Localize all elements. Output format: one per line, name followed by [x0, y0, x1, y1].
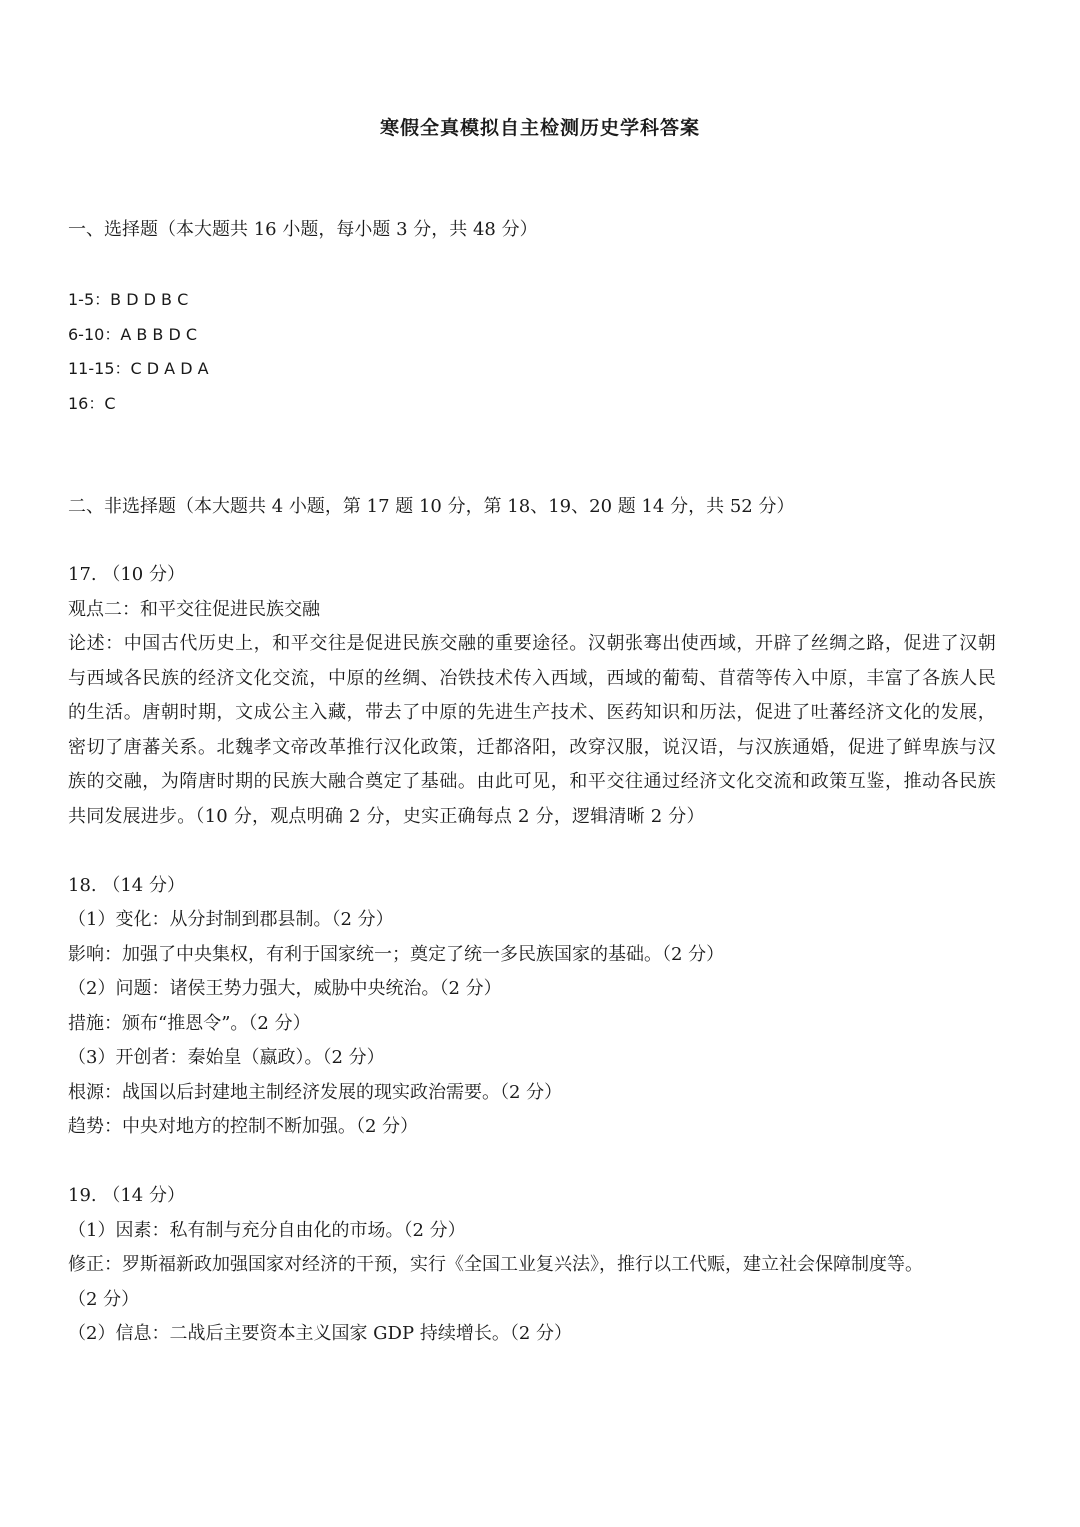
section1-heading: 一、选择题（本大题共 16 小题，每小题 3 分，共 48 分）	[68, 219, 538, 240]
answer-row-1: 1-5：B D D B C	[68, 290, 189, 309]
q18-number: 18. （14 分）	[68, 875, 185, 896]
q18-line-3: （2）问题：诸侯王势力强大，威胁中央统治。（2 分）	[68, 978, 502, 999]
q18-line-2: 影响：加强了中央集权，有利于国家统一；奠定了统一多民族国家的基础。（2 分）	[68, 944, 725, 965]
q19-line-2: 修正：罗斯福新政加强国家对经济的干预，实行《全国工业复兴法》，推行以工代赈，建立社会保障制度等。	[68, 1254, 923, 1275]
answer-row-4: 16：C	[68, 394, 116, 413]
section2-heading: 二、非选择题（本大题共 4 小题，第 17 题 10 分，第 18、19、20 题 14 分，共 52 分）	[68, 496, 795, 517]
q17-essay: 论述：中国古代历史上，和平交往是促进民族交融的重要途径。汉朝张骞出使西域，开辟了丝绸之路，促进了汉朝与西域各民族的经济文化交流，中原的丝绸、冶铁技术传入西域，西域的葡萄、苜蓿等传入中原，丰富了各族人民的生活。唐朝时期，文成公主入藏，带去了中原的先进生产技术、医药知识和历法，促进了吐蕃经济文化的发展，密切了唐蕃关系。北魏孝文帝改革推行汉化政策，迁都洛阳，改穿汉服，说汉语，与汉族通婚，促进了鲜卑族与汉族的交融，为隋唐时期的民族大融合奠定了基础。由此可见，和平交往通过经济文化交流和政策互鉴，推动各民族共同发展进步。（10 分，观点明确 2 分，史实正确每点 2 分，逻辑清晰 2 分）	[68, 633, 996, 827]
q18-line-7: 趋势：中央对地方的控制不断加强。（2 分）	[68, 1116, 419, 1137]
q19-line-3: （2 分）	[68, 1289, 140, 1310]
q19-line-1: （1）因素：私有制与充分自由化的市场。（2 分）	[68, 1220, 466, 1241]
q19-line-4: （2）信息：二战后主要资本主义国家 GDP 持续增长。（2 分）	[68, 1323, 572, 1344]
q17-number: 17. （10 分）	[68, 564, 185, 585]
q18-line-5: （3）开创者：秦始皇（嬴政）。（2 分）	[68, 1047, 385, 1068]
page-title: 寒假全真模拟自主检测历史学科答案	[379, 117, 700, 139]
q18-line-1: （1）变化：从分封制到郡县制。（2 分）	[68, 909, 394, 930]
answer-row-2: 6-10：A B B D C	[68, 325, 198, 344]
answer-row-3: 11-15：C D A D A	[68, 359, 209, 378]
q17-viewpoint: 观点二：和平交往促进民族交融	[68, 599, 320, 620]
q18-line-6: 根源：战国以后封建地主制经济发展的现实政治需要。（2 分）	[68, 1082, 563, 1103]
q19-number: 19. （14 分）	[68, 1185, 185, 1206]
q18-line-4: 措施：颁布“推恩令”。（2 分）	[68, 1013, 311, 1034]
